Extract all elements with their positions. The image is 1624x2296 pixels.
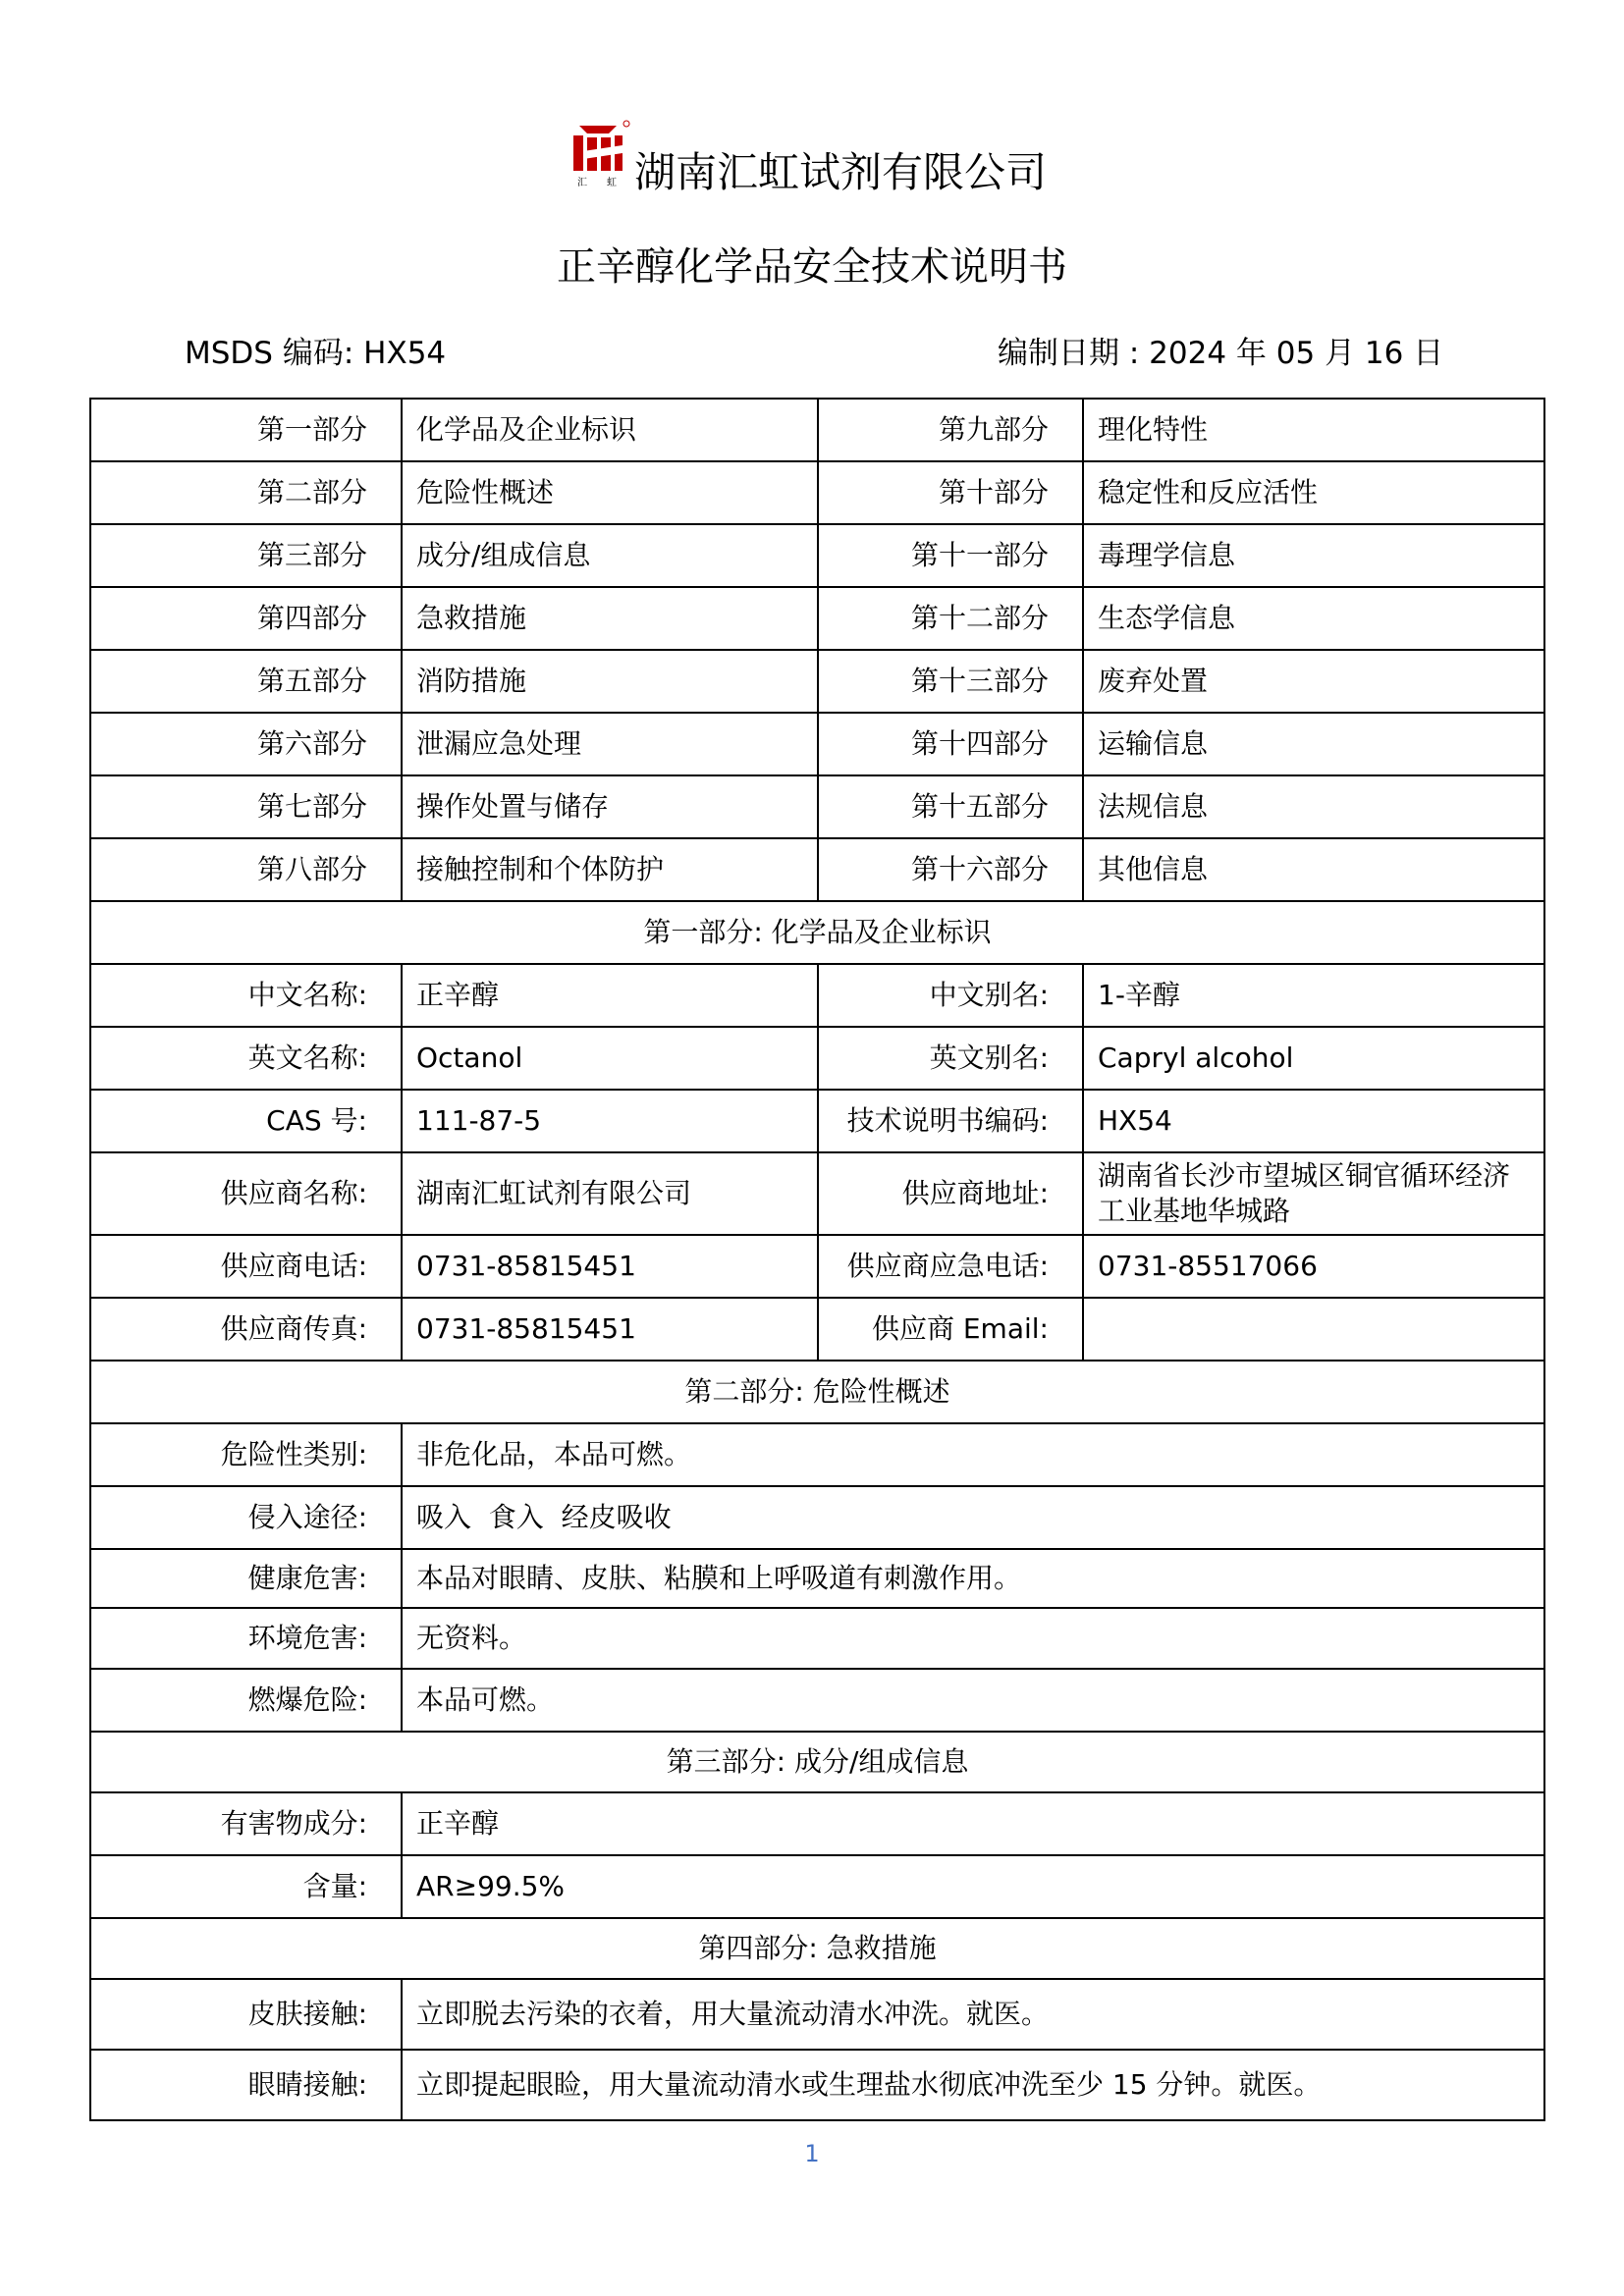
field-value: 立即脱去污染的衣着，用大量流动清水冲洗。就医。 [402,1979,1544,2050]
toc-row [90,838,1544,901]
field-value: 0731-85517066 [1083,1235,1544,1298]
table-row [90,1486,1544,1549]
field-value [1083,1298,1544,1361]
table-row [90,1792,1544,1855]
toc-name: 生态学信息 [1083,587,1544,650]
field-label: CAS 号: [90,1090,402,1152]
toc-name: 法规信息 [1083,775,1544,838]
toc-row [90,399,1544,461]
document-header [0,116,1624,204]
field-label: 供应商名称: [90,1152,402,1235]
field-label: 侵入途径: [90,1486,402,1549]
toc-part: 第七部分 [90,775,402,838]
company-name: 湖南汇虹试剂有限公司 [634,148,1048,196]
field-value: 立即提起眼睑，用大量流动清水或生理盐水彻底冲洗至少 15 分钟。就医。 [402,2050,1544,2120]
msds-code-label: MSDS 编码: [185,336,354,371]
toc-name: 急救措施 [402,587,818,650]
field-label: 中文名称: [90,964,402,1027]
field-label: 健康危害: [90,1549,402,1608]
toc-name: 消防措施 [402,650,818,713]
table-row [90,1608,1544,1669]
section-heading-row [90,901,1544,964]
table-row [90,1027,1544,1090]
table-row [90,1669,1544,1732]
toc-name: 毒理学信息 [1083,524,1544,587]
toc-row [90,775,1544,838]
field-value: 湖南汇虹试剂有限公司 [402,1152,818,1235]
compile-date-label: 编制日期 : [998,336,1140,371]
section-heading-row [90,1361,1544,1423]
toc-name: 理化特性 [1083,399,1544,461]
table-row [90,2050,1544,2120]
field-value: 1-辛醇 [1083,964,1544,1027]
toc-part: 第十四部分 [818,713,1083,775]
compile-date-value: 2024 年 05 月 16 日 [1149,336,1444,371]
logo-caption-left: 汇 [577,178,587,188]
field-label: 英文别名: [818,1027,1083,1090]
section3-heading: 第三部分: 成分/组成信息 [90,1732,1544,1792]
toc-name: 废弃处置 [1083,650,1544,713]
toc-part: 第八部分 [90,838,402,901]
field-value: 本品对眼睛、皮肤、粘膜和上呼吸道有刺激作用。 [402,1549,1544,1608]
field-label: 皮肤接触: [90,1979,402,2050]
toc-part: 第三部分 [90,524,402,587]
toc-row [90,461,1544,524]
toc-row [90,713,1544,775]
toc-part: 第五部分 [90,650,402,713]
field-label: 环境危害: [90,1608,402,1669]
toc-part: 第十五部分 [818,775,1083,838]
document-title: 正辛醇化学品安全技术说明书 [557,244,1067,290]
field-value: 0731-85815451 [402,1298,818,1361]
toc-part: 第九部分 [818,399,1083,461]
field-label: 供应商 Email: [818,1298,1083,1361]
field-label: 危险性类别: [90,1423,402,1486]
field-label: 英文名称: [90,1027,402,1090]
field-label: 中文别名: [818,964,1083,1027]
toc-name: 接触控制和个体防护 [402,838,818,901]
sds-table [89,398,1545,2121]
field-value: 吸入 食入 经皮吸收 [402,1486,1544,1549]
section1-heading: 第一部分: 化学品及企业标识 [90,901,1544,964]
table-row [90,1855,1544,1918]
table-row [90,1090,1544,1152]
section4-heading: 第四部分: 急救措施 [90,1918,1544,1979]
toc-name: 危险性概述 [402,461,818,524]
section-heading-row [90,1732,1544,1792]
toc-row [90,650,1544,713]
supplier-address: 湖南省长沙市望城区铜官循环经济工业基地华城路 [1083,1152,1544,1235]
msds-code-value: HX54 [363,336,447,371]
toc-part: 第十六部分 [818,838,1083,901]
field-value: 非危化品，本品可燃。 [402,1423,1544,1486]
table-row [90,1235,1544,1298]
section2-heading: 第二部分: 危险性概述 [90,1361,1544,1423]
field-label: 供应商地址: [818,1152,1083,1235]
toc-name: 运输信息 [1083,713,1544,775]
field-label: 有害物成分: [90,1792,402,1855]
toc-part: 第十一部分 [818,524,1083,587]
toc-row [90,587,1544,650]
toc-name: 化学品及企业标识 [402,399,818,461]
toc-part: 第二部分 [90,461,402,524]
field-value: 无资料。 [402,1608,1544,1669]
toc-name: 其他信息 [1083,838,1544,901]
toc-part: 第十部分 [818,461,1083,524]
field-label: 供应商应急电话: [818,1235,1083,1298]
page-number: 1 [804,2140,820,2167]
field-value: 正辛醇 [402,1792,1544,1855]
field-value: HX54 [1083,1090,1544,1152]
msds-code [185,332,446,375]
field-label: 燃爆危险: [90,1669,402,1732]
toc-name: 成分/组成信息 [402,524,818,587]
compile-date [998,332,1443,375]
section-heading-row [90,1918,1544,1979]
field-value: 111-87-5 [402,1090,818,1152]
field-value: Capryl alcohol [1083,1027,1544,1090]
toc-row [90,524,1544,587]
table-row [90,1423,1544,1486]
huihong-logo-icon [560,116,634,190]
toc-part: 第一部分 [90,399,402,461]
field-value: 0731-85815451 [402,1235,818,1298]
field-value: AR≥99.5% [402,1855,1544,1918]
field-label: 技术说明书编码: [818,1090,1083,1152]
table-row [90,1152,1544,1235]
toc-part: 第六部分 [90,713,402,775]
toc-name: 泄漏应急处理 [402,713,818,775]
field-label: 含量: [90,1855,402,1918]
table-row [90,1979,1544,2050]
toc-name: 稳定性和反应活性 [1083,461,1544,524]
toc-part: 第十二部分 [818,587,1083,650]
field-label: 供应商传真: [90,1298,402,1361]
table-row [90,1549,1544,1608]
table-row [90,964,1544,1027]
field-label: 供应商电话: [90,1235,402,1298]
field-value: Octanol [402,1027,818,1090]
field-value: 正辛醇 [402,964,818,1027]
logo-caption-right: 虹 [607,178,617,188]
toc-part: 第四部分 [90,587,402,650]
field-value: 本品可燃。 [402,1669,1544,1732]
toc-name: 操作处置与储存 [402,775,818,838]
field-label: 眼睛接触: [90,2050,402,2120]
table-row [90,1298,1544,1361]
toc-part: 第十三部分 [818,650,1083,713]
